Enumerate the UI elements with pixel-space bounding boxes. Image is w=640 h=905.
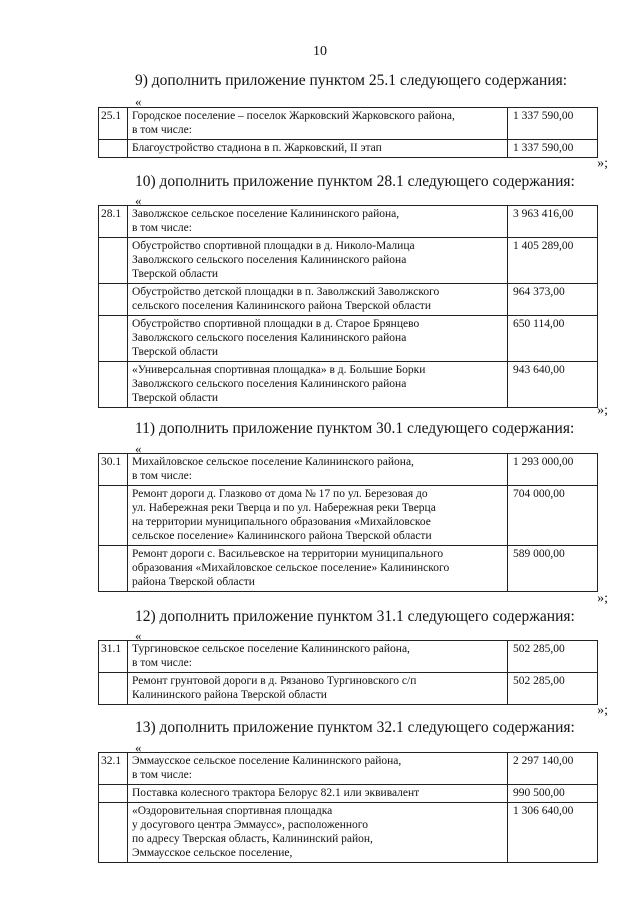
row-amount: 964 373,00 (508, 284, 598, 316)
quote-close: »; (597, 156, 608, 171)
quote-open: « (135, 441, 142, 456)
row-name: Обустройство спортивной площадки в д. Старое Брянцево Заволжского сельского поселения Калининского района Тверской области (128, 316, 508, 362)
table-row (99, 140, 598, 158)
row-amount: 2 297 140,00 (508, 753, 598, 785)
row-amount: 502 285,00 (508, 641, 598, 673)
row-number (99, 140, 128, 158)
table-row (99, 454, 598, 486)
row-amount: 1 405 289,00 (508, 238, 598, 284)
row-name: Поставка колесного трактора Белорус 82.1 или эквивалент (128, 785, 508, 803)
row-number (99, 673, 128, 705)
row-amount: 990 500,00 (508, 785, 598, 803)
table-row (99, 785, 598, 803)
row-name: Городское поселение – поселок Жарковский Жарковского района, в том числе: (128, 108, 508, 140)
row-name: Михайловское сельское поселение Калининского района, в том числе: (128, 454, 508, 486)
row-amount: 650 114,00 (508, 316, 598, 362)
row-number (99, 803, 128, 863)
row-number: 25.1 (99, 108, 128, 140)
row-number: 31.1 (99, 641, 128, 673)
row-number (99, 785, 128, 803)
row-number (99, 486, 128, 546)
row-name: Эммаусское сельское поселение Калининского района, в том числе: (128, 753, 508, 785)
section-heading-13: 13) дополнить приложение пунктом 32.1 следующего содержания: (135, 719, 575, 736)
row-amount: 3 963 416,00 (508, 206, 598, 238)
row-number (99, 546, 128, 592)
row-number (99, 284, 128, 316)
row-number (99, 238, 128, 284)
row-number: 30.1 (99, 454, 128, 486)
row-amount: 943 640,00 (508, 362, 598, 408)
row-number (99, 316, 128, 362)
allocation-table-28-1 (98, 205, 598, 408)
table-row (99, 546, 598, 592)
table-row (99, 316, 598, 362)
row-name: Ремонт дороги с. Васильевское на территории муниципального образования «Михайловское сельское поселение» Калининского района Тверской области (128, 546, 508, 592)
table-row (99, 284, 598, 316)
row-name: Заволжское сельское поселение Калининского района, в том числе: (128, 206, 508, 238)
table-row (99, 803, 598, 863)
row-name: Обустройство детской площадки в п. Заволжский Заволжского сельского поселения Калининского района Тверской области (128, 284, 508, 316)
table-row (99, 486, 598, 546)
allocation-table-25-1 (98, 107, 598, 158)
row-amount: 1 337 590,00 (508, 108, 598, 140)
row-name: «Оздоровительная спортивная площадка у досугового центра Эммаусс», расположенного по адресу Тверская область, Калининский район, Эммаусское сельское поселение, (128, 803, 508, 863)
allocation-table-31-1 (98, 640, 598, 705)
row-number: 28.1 (99, 206, 128, 238)
row-number (99, 362, 128, 408)
quote-open: « (135, 628, 142, 643)
quote-close: »; (597, 403, 608, 418)
table-row (99, 206, 598, 238)
row-amount: 1 293 000,00 (508, 454, 598, 486)
quote-open: « (135, 740, 142, 755)
section-heading-11: 11) дополнить приложение пунктом 30.1 следующего содержания: (135, 420, 575, 437)
row-amount: 1 337 590,00 (508, 140, 598, 158)
row-amount: 1 306 640,00 (508, 803, 598, 863)
page-number: 10 (313, 44, 327, 59)
table-row (99, 362, 598, 408)
quote-open: « (135, 193, 142, 208)
section-heading-12: 12) дополнить приложение пунктом 31.1 следующего содержания: (135, 608, 575, 625)
row-name: Тургиновское сельское поселение Калининского района, в том числе: (128, 641, 508, 673)
row-amount: 589 000,00 (508, 546, 598, 592)
row-name: Обустройство спортивной площадки в д. Николо-Малица Заволжского сельского поселения Калининского района Тверской области (128, 238, 508, 284)
row-number: 32.1 (99, 753, 128, 785)
section-heading-10: 10) дополнить приложение пунктом 28.1 следующего содержания: (135, 173, 575, 190)
table-row (99, 673, 598, 705)
table-row (99, 753, 598, 785)
row-name: Благоустройство стадиона в п. Жарковский, II этап (128, 140, 508, 158)
quote-open: « (135, 94, 142, 109)
quote-close: »; (597, 591, 608, 606)
table-row (99, 238, 598, 284)
quote-close: »; (597, 703, 608, 718)
table-row (99, 641, 598, 673)
allocation-table-30-1 (98, 453, 598, 592)
section-heading-9: 9) дополнить приложение пунктом 25.1 следующего содержания: (135, 72, 568, 89)
row-name: «Универсальная спортивная площадка» в д. Большие Борки Заволжского сельского поселения Калининского района Тверской области (128, 362, 508, 408)
row-name: Ремонт грунтовой дороги в д. Рязаново Тургиновского с/п Калининского района Тверской области (128, 673, 508, 705)
table-row (99, 108, 598, 140)
allocation-table-32-1 (98, 752, 598, 863)
row-amount: 502 285,00 (508, 673, 598, 705)
row-name: Ремонт дороги д. Глазково от дома № 17 по ул. Березовая до ул. Набережная реки Тверца и по ул. Набережная реки Тверца на территории муниципального образования «Михайловское сельское поселение» Калининского района Тверской области (128, 486, 508, 546)
row-amount: 704 000,00 (508, 486, 598, 546)
